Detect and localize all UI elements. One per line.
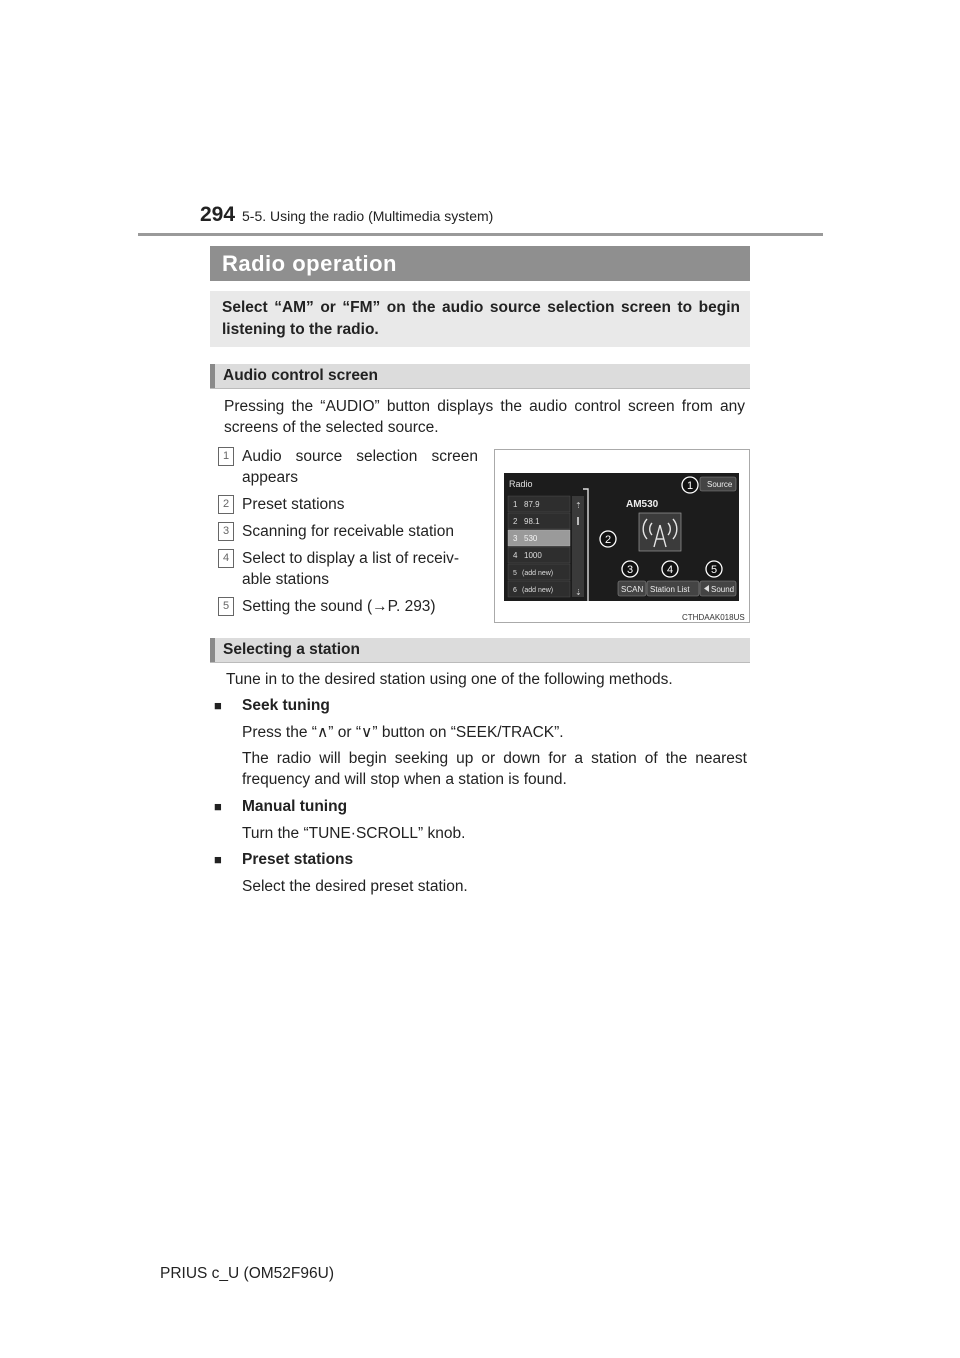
preset-num: 2: [513, 517, 518, 526]
preset-freq[interactable]: 1000: [524, 551, 542, 560]
subheading-text: Audio control screen: [223, 367, 379, 384]
method-line: Turn the “TUNE·SCROLL” knob.: [242, 825, 466, 842]
subheading-audio-control: [210, 364, 750, 389]
radio-screen-illustration: [504, 473, 739, 601]
square-bullet-icon: ■: [214, 852, 222, 867]
scan-button-label: SCAN: [621, 585, 644, 594]
section-title-bar: [210, 246, 750, 281]
list-item: Scanning for receivable station: [242, 523, 454, 540]
section-title: Radio operation: [222, 251, 397, 276]
preset-num: 4: [513, 551, 518, 560]
sound-button-label: Sound: [711, 585, 735, 594]
preset-freq[interactable]: 530: [524, 534, 538, 543]
footer-model: PRIUS c_U (OM52F96U): [160, 1265, 334, 1282]
item-number-2: 2: [218, 495, 234, 514]
item-number-5: 5: [218, 597, 234, 616]
list-item: Select to display a list of receiv-able stations: [242, 550, 460, 588]
list-item: Preset stations: [242, 496, 345, 513]
callout-2: [600, 531, 616, 547]
method-line: Press the “∧” or “∨” button on “SEEK/TRACK”.: [242, 724, 564, 741]
list-item: Setting the sound (→P. 293): [242, 598, 436, 615]
preset-num: 5: [513, 570, 517, 577]
method-line: Select the desired preset station.: [242, 878, 468, 895]
svg-text:3: 3: [626, 564, 634, 576]
figure-caption: CTHDAAK018US: [682, 613, 745, 622]
header-rule: [138, 233, 823, 236]
scroll-thumb[interactable]: [577, 517, 579, 525]
svg-text:5: 5: [710, 564, 718, 576]
selecting-text: Tune in to the desired station using one of the following methods.: [226, 671, 673, 688]
callout-5: [706, 561, 722, 577]
preset-num: 3: [513, 534, 518, 543]
preset-num: 6: [513, 587, 517, 594]
antenna-icon-frame: [639, 513, 681, 551]
item-number-3: 3: [218, 522, 234, 541]
method-title-manual: Manual tuning: [242, 798, 348, 815]
intro-text: Select “AM” or “FM” on the audio source selection screen to begin listening to the radio.: [222, 299, 740, 338]
chapter-title: 5-5. Using the radio (Multimedia system): [242, 208, 494, 224]
square-bullet-icon: ■: [214, 698, 222, 713]
callout-1: [682, 477, 698, 493]
preset-freq[interactable]: 98.1: [524, 517, 540, 526]
svg-text:4: 4: [666, 564, 674, 576]
audio-control-text: Pressing the “AUDIO” button displays the audio control screen from any screens of the selected source.: [224, 398, 745, 436]
page-number: 294: [200, 203, 236, 226]
preset-freq[interactable]: (add new): [522, 587, 554, 594]
subheading-selecting-station: [210, 638, 750, 663]
current-station: AM530: [626, 499, 659, 510]
method-line: The radio will begin seeking up or down for a station of the nearest frequency and will stop when a station is found.: [242, 750, 747, 788]
subheading-text: Selecting a station: [223, 641, 360, 658]
preset-scrollbar[interactable]: [572, 496, 584, 597]
list-item: Audio source selection screen appears: [242, 448, 478, 486]
preset-freq[interactable]: 87.9: [524, 500, 540, 509]
callout-3: [622, 561, 638, 577]
square-bullet-icon: ■: [214, 799, 222, 814]
scroll-down-icon[interactable]: ⇣: [575, 588, 582, 597]
preset-freq[interactable]: (add new): [522, 570, 554, 577]
callout-4: [662, 561, 678, 577]
method-title-preset: Preset stations: [242, 851, 354, 868]
svg-text:2: 2: [604, 534, 612, 546]
item-number-1: 1: [218, 447, 234, 466]
method-title-seek: Seek tuning: [242, 697, 330, 714]
preset-num: 1: [513, 500, 518, 509]
intro-box: [210, 291, 750, 347]
scroll-up-icon[interactable]: ⇡: [575, 501, 582, 510]
item-number-4: 4: [218, 549, 234, 568]
station-list-button-label: Station List: [650, 585, 690, 594]
screen-title: Radio: [509, 479, 533, 489]
svg-text:1: 1: [686, 480, 694, 492]
source-button-label: Source: [707, 480, 733, 489]
